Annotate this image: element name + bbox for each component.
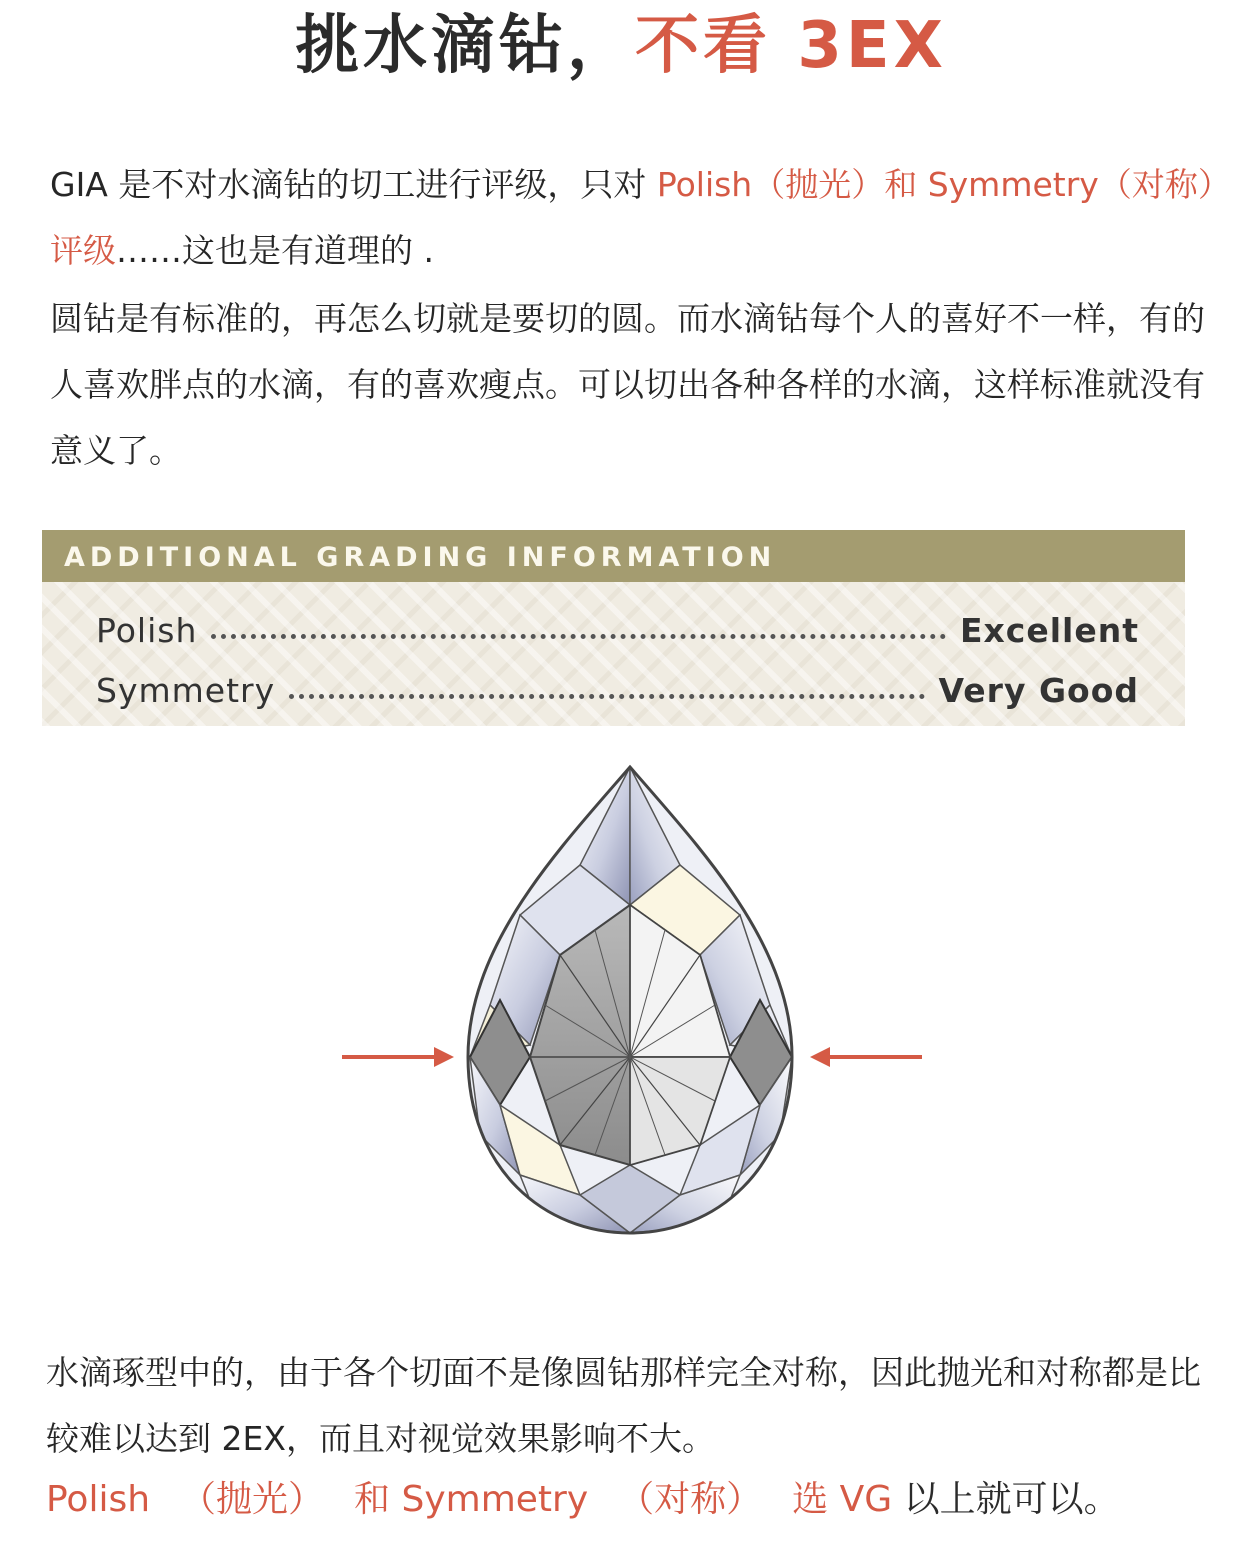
symmetry-term: 和 Symmetry <box>354 1479 589 1520</box>
grading-header: ADDITIONAL GRADING INFORMATION <box>42 530 1185 582</box>
intro-text-a: GIA 是不对水滴钻的切工进行评级，只对 <box>50 165 657 204</box>
intro-paragraph-2: 圆钻是有标准的，再怎么切就是要切的圆。而水滴钻每个人的喜好不一样，有的人喜欢胖点的水滴，有的喜欢瘦点。可以切出各种各样的水滴，这样标准就没有意义了。 <box>50 299 1205 470</box>
dot-leader <box>211 634 946 639</box>
pear-diamond-diagram <box>330 755 930 1245</box>
grading-label: Symmetry <box>96 671 276 710</box>
grading-value: Very Good <box>938 671 1139 710</box>
grading-row-symmetry <box>96 660 1139 710</box>
grading-body <box>42 582 1185 726</box>
intro-text-b: ……这也是有道理的 . <box>116 231 434 270</box>
symmetry-cn: （对称） <box>618 1479 763 1520</box>
grading-value: Excellent <box>959 611 1139 650</box>
intro-paragraph-1 <box>50 152 1220 284</box>
polish-cn: （抛光） <box>180 1479 325 1520</box>
title-accent: 不看 3EX <box>635 9 947 83</box>
page-title <box>0 6 1242 86</box>
title-main: 挑水滴钻， <box>295 9 636 83</box>
grading-label: Polish <box>96 611 198 650</box>
intro-text-highlight: Polish（抛光）和 Symmetry（对称）评级 <box>50 165 1215 270</box>
grading-row-polish <box>96 600 1139 650</box>
arrow-left-icon <box>808 1040 924 1074</box>
grading-info-box <box>42 530 1185 726</box>
arrow-right-icon <box>340 1040 456 1074</box>
polish-term: Polish <box>46 1479 151 1520</box>
recommendation-end: 以上就可以。 <box>892 1479 1120 1520</box>
conclusion-paragraph: 水滴琢型中的，由于各个切面不是像圆钻那样完全对称，因此抛光和对称都是比较难以达到 2EX，而且对视觉效果影响不大。 <box>46 1353 1201 1458</box>
recommendation-line <box>46 1470 1216 1530</box>
dot-leader <box>289 694 924 699</box>
choose-vg: 选 VG <box>792 1479 893 1520</box>
